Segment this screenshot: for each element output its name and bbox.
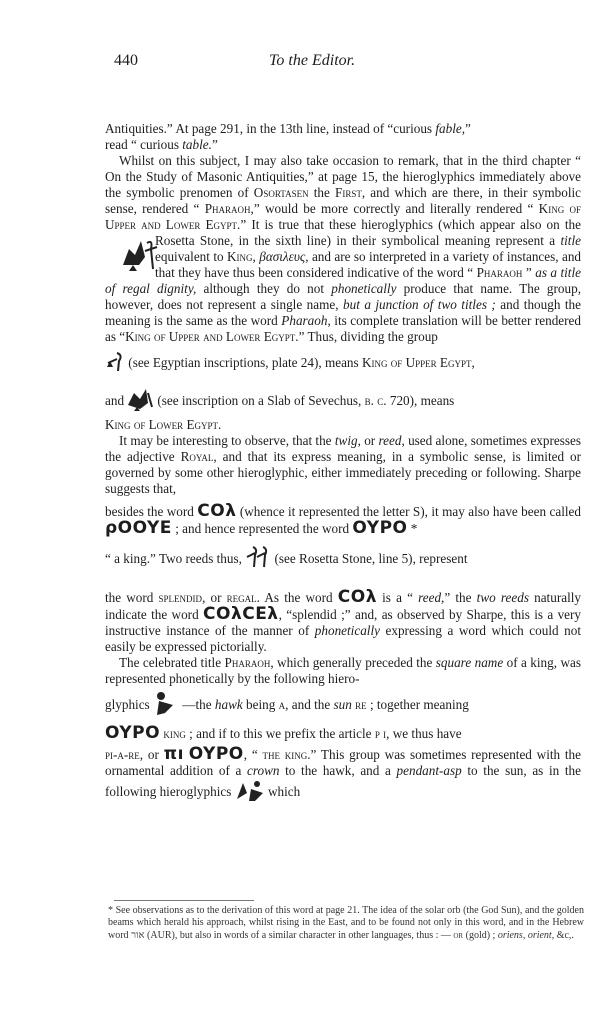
text-span: the king [262, 747, 308, 762]
text-span: glyphics [105, 697, 150, 713]
text-span: , [252, 249, 260, 264]
text-span: , and which are there, in their symbolic sense, rendered “ [105, 185, 581, 216]
paragraph [105, 545, 581, 575]
text-span: It may be interesting to observe, that the [119, 433, 335, 448]
text-span: “ a king.” Two reeds thus, [105, 551, 242, 567]
hieroglyph-king-group-icon [105, 235, 149, 277]
paragraph [105, 589, 581, 655]
crowned-hawk-hieroglyph-icon [235, 779, 265, 807]
bee-hieroglyph-icon [124, 387, 154, 417]
text-span: the [308, 185, 335, 200]
text-span: phonetically [314, 623, 380, 638]
text-span: regal [226, 590, 257, 605]
text-span: naturally indicate the word [105, 590, 581, 622]
text-span: reed [378, 433, 402, 448]
text-span: Pharaoh [281, 313, 328, 328]
text-span: pendant-asp [396, 763, 462, 778]
text-span: ” the [444, 590, 477, 605]
text-span: .” It is true that these hieroglyphics (which appear also on the Rosetta Stone, in the sixth line) in their symbolical meaning represent a [155, 217, 581, 248]
text-span: twig [334, 433, 358, 448]
text-span: 720), means [386, 393, 455, 409]
text-span: (gold) ; [463, 929, 498, 941]
text-span: of a king, was represented phonetically by the following hiero- [105, 655, 581, 686]
text-span: King of Upper and Lower Egypt [125, 329, 296, 344]
text-span: besides the word [105, 504, 198, 519]
text-span: re [355, 697, 367, 713]
text-span: although they do not [196, 281, 332, 296]
text-span: pi-a-re [105, 747, 140, 762]
paragraph [105, 503, 581, 537]
running-header [114, 52, 514, 72]
text-span: king [163, 726, 186, 741]
text-span: expressing a word which could not easily be expressed pictorially. [105, 623, 581, 654]
text-span: read “ curious [105, 137, 183, 152]
text-span: ; and if to this we prefix the article [185, 726, 375, 741]
text-span: βασιλευς [259, 249, 306, 264]
text-span: First [335, 185, 362, 200]
two-reeds-hieroglyph-icon [245, 545, 271, 575]
text-span: equivalent to [155, 249, 228, 264]
paragraph [105, 725, 581, 742]
hawk-sun-hieroglyph-icon [153, 691, 179, 721]
text-span: King of Upper and Lower Egypt [105, 201, 581, 232]
text-span: COλCEλ [203, 604, 279, 624]
text-span: (whence it represented the letter S), it may also have been called [236, 504, 581, 519]
text-span: , or [357, 433, 379, 448]
text-span: b. c. [364, 393, 387, 409]
text-span: .” This group was sometimes represented with the ornamental addition of a [105, 747, 581, 778]
text-span: splendid [158, 590, 203, 605]
text-span: , &c,. [551, 929, 574, 941]
text-span: אור [131, 929, 145, 941]
text-span: , “splendid ;” and, as observed by Sharpe, this is a very instructive instance of the manner of [105, 607, 582, 638]
text-span: , which generally preceded the [270, 655, 436, 670]
text-span: COλ [337, 587, 377, 607]
text-span: two reeds [476, 590, 529, 605]
text-span: and though the meaning is the same as the word [105, 297, 581, 328]
paragraph [105, 746, 581, 807]
text-span: (see inscription on a Slab of Sevechus, [154, 393, 365, 409]
text-span: , used alone, sometimes expresses the adjective [105, 433, 581, 464]
text-span: ; and hence represented the word [171, 521, 353, 536]
text-span: title [560, 233, 581, 248]
text-span: * See observations as to the derivation of this word at page 21. The idea of the solar orb (the God Sun), and the golden beams which herald his approach, whilst rising in the East, and to be found not only in this word, and in the Hebrew word [108, 905, 584, 941]
text-span: OYPO [188, 744, 244, 764]
text-span: , and are so interpreted in a variety of instances, and that they have thus been considered indicative of the word “ [155, 249, 582, 280]
text-span: King of Upper Egypt [361, 355, 472, 371]
paragraph [105, 655, 581, 687]
text-span: p i [374, 726, 387, 741]
reed-hieroglyph-icon [105, 351, 125, 377]
text-span: πı [163, 744, 184, 764]
text-span: sun [333, 697, 352, 713]
paragraph [105, 691, 581, 721]
text-span: , or [139, 747, 164, 762]
paragraph [105, 433, 581, 497]
text-span: OYPO [352, 518, 408, 538]
text-span: , and that its express meaning, in a symbolic sense, is limited or governed by some other hieroglyphic, either immediately preceding or following. Sharpe suggests that, [105, 449, 582, 496]
text-span: phonetically [331, 281, 397, 296]
text-span: crown [247, 763, 280, 778]
text-span: King [227, 249, 253, 264]
text-span: Osortasen [253, 185, 309, 200]
text-span: Antiquities.” At page 291, in the 13th line, instead of “curious [105, 121, 436, 136]
text-span: fable, [435, 121, 466, 136]
text-span: ” [211, 137, 218, 152]
text-span: but a junction of two titles ; [343, 297, 496, 312]
text-span: (AUR), but also in words of a similar character in other languages, thus : — [144, 929, 454, 941]
text-span: is a “ [376, 590, 419, 605]
text-span: , “ [243, 747, 263, 762]
text-span: or [453, 929, 464, 941]
text-span: , [471, 355, 475, 371]
text-span: ; together meaning [366, 697, 469, 713]
text-span: The celebrated title [119, 655, 225, 670]
text-span: the word [105, 590, 159, 605]
text-span: hawk [214, 697, 243, 713]
text-span: Pharaoh [224, 655, 271, 670]
text-span: (see Egyptian inscriptions, plate 24), means [125, 355, 362, 371]
text-span: OYPO [105, 723, 161, 743]
text-span: ρOOYE [105, 518, 172, 538]
text-span: , or [202, 590, 227, 605]
text-span: . [218, 417, 222, 432]
text-span: to the hawk, and a [279, 763, 397, 778]
paragraph [105, 387, 581, 433]
text-span: produce that name. The group, however, does not represent a single name, [105, 281, 581, 312]
text-span: square name [435, 655, 504, 670]
text-span: oriens [497, 929, 523, 941]
text-span: as a title of regal dignity, [105, 265, 581, 296]
text-span: . As the word [256, 590, 338, 605]
text-span: ” [522, 265, 536, 280]
page-number: 440 [114, 52, 138, 69]
text-span: , we thus have [386, 726, 462, 741]
text-span: , and the [285, 697, 334, 713]
paragraph [105, 351, 581, 377]
text-span: , [522, 929, 528, 941]
text-span: .” Thus, dividing the group [295, 329, 438, 344]
paragraph [105, 153, 581, 345]
footnote [108, 905, 584, 942]
text-span: and [105, 393, 125, 409]
text-span: which [264, 784, 301, 800]
text-span: table. [182, 137, 212, 152]
text-span: reed, [418, 590, 445, 605]
text-span: Pharaoh [476, 265, 523, 280]
running-title: To the Editor. [269, 52, 356, 69]
text-span: a [278, 697, 286, 713]
main-text [105, 121, 581, 807]
text-span: King of Lower Egypt [105, 417, 219, 432]
text-span: Royal [180, 449, 214, 464]
text-span: COλ [197, 501, 237, 521]
footnote-rule [114, 900, 254, 901]
paragraph [105, 121, 581, 153]
text-span: being [242, 697, 279, 713]
text-span: (see Rosetta Stone, line 5), represent [271, 551, 468, 567]
text-span: Whilst on this subject, I may also take occasion to remark, that in the third chapter “ On the Study of Masonic Antiquities,” at page 15, the hieroglyphics immediately above the symbolic prenomen of [105, 153, 581, 200]
text-span: orient [527, 929, 552, 941]
text-span: , its complete translation will be better rendered as “ [105, 313, 581, 344]
text-span: Pharaoh [204, 201, 251, 216]
text-span: —the [179, 697, 215, 713]
text-span: * [407, 521, 418, 536]
text-span: ” [465, 121, 471, 136]
text-span: to the sun, as in the following hieroglyphics [105, 763, 581, 800]
text-span: ,” would be more correctly and literally rendered “ [250, 201, 539, 216]
